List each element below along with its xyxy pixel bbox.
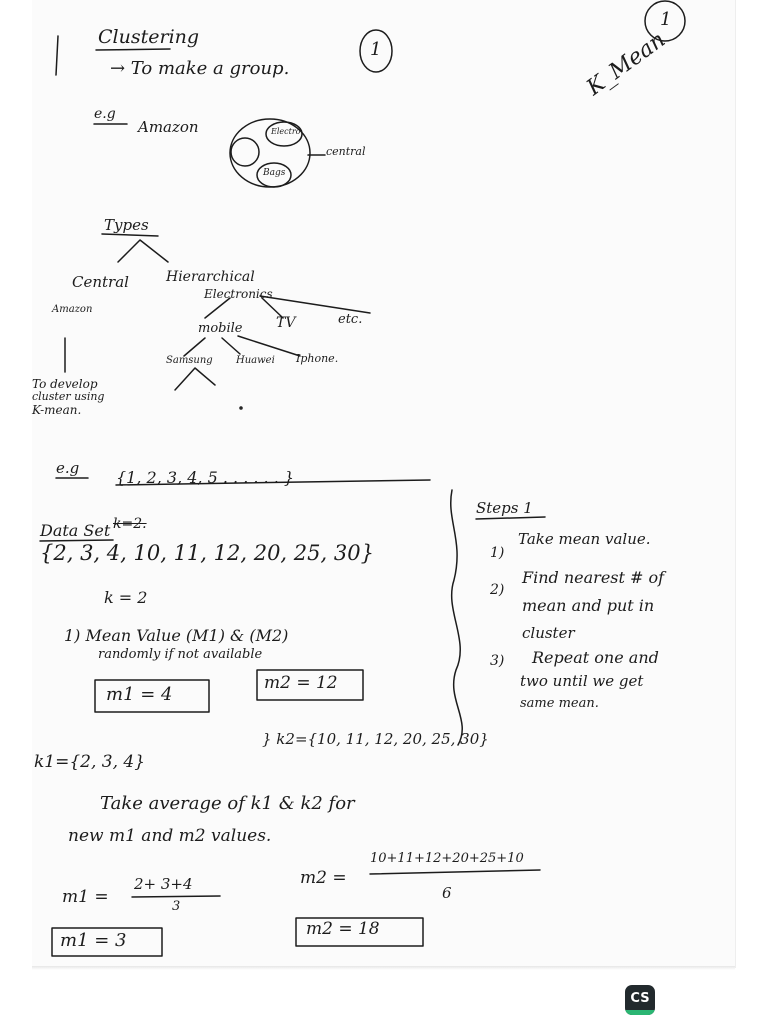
k-value: k = 2: [104, 588, 148, 607]
step3-num: 3): [490, 653, 505, 669]
dataset-k-struck: k=2.: [113, 516, 147, 532]
k2-set: } k2={10, 11, 12, 20, 25, 30}: [262, 730, 489, 748]
mean-step-note: randomly if not available: [98, 647, 263, 662]
m1-formula-numerator: 2+ 3+4: [134, 875, 193, 893]
dataset-values: {2, 3, 4, 10, 11, 12, 20, 25, 30}: [40, 541, 374, 565]
step2-line3: cluster: [522, 624, 575, 642]
mean-step: 1) Mean Value (M1) & (M2): [64, 626, 289, 645]
title-subtitle: → To make a group.: [110, 58, 290, 79]
sequence-text: {1, 2, 3, 4, 5 . . . . . . }: [116, 468, 295, 487]
cluster-label-bags: Bags: [263, 168, 286, 178]
m2-result: m2 = 18: [306, 919, 380, 939]
cluster-small-circle: [231, 138, 259, 166]
camscanner-badge: [625, 985, 655, 1015]
example-company: Amazon: [138, 118, 199, 136]
hierarchy-tv: TV: [276, 315, 296, 331]
m1-frac-bar: [132, 896, 220, 897]
title-underline: [96, 49, 170, 50]
m2-frac-bar: [370, 870, 540, 874]
hierarchy-etc: etc.: [338, 312, 363, 327]
step2-num: 2): [490, 582, 505, 598]
types-underline: [102, 234, 158, 236]
side-heading-kmean: K_Mean: [582, 27, 671, 101]
title-clustering: Clustering: [98, 26, 200, 48]
title-margin-bar: [56, 36, 58, 75]
m2-formula-denominator: 6: [442, 884, 452, 902]
example-label: e.g: [94, 106, 116, 122]
example2-label: e.g: [56, 459, 80, 477]
hierarchy-samsung: Samsung: [166, 355, 213, 366]
types-branch: [118, 240, 168, 262]
step1-line1: Take mean value.: [518, 530, 651, 548]
types-heading: Types: [104, 216, 149, 234]
step2-line2: mean and put in: [522, 596, 655, 615]
mobile-branch: [184, 336, 300, 356]
step2-line1: Find nearest # of: [522, 568, 665, 587]
page-number: 1: [660, 9, 672, 30]
hierarchy-huawei: Huawei: [236, 355, 275, 366]
m2-initial: m2 = 12: [264, 673, 338, 693]
average-line2: new m1 and m2 values.: [68, 826, 272, 846]
steps-heading: Steps 1: [476, 499, 533, 517]
steps-underline: [476, 517, 545, 519]
cluster-pointer-label: central: [326, 145, 366, 158]
hierarchy-mobile: mobile: [198, 321, 243, 336]
average-line1: Take average of k1 & k2 for: [100, 793, 355, 814]
hierarchy-iphone: Iphone.: [296, 352, 339, 365]
central-note-line1: To develop: [32, 377, 98, 391]
badge-label: CS: [630, 990, 650, 1006]
type-central: Central: [72, 273, 129, 291]
central-note-line2: cluster using: [32, 390, 105, 403]
cluster-label-electro: Electro: [271, 127, 301, 136]
central-example: Amazon: [52, 304, 93, 315]
step1-num: 1): [490, 545, 505, 561]
page-marker: 1: [370, 39, 382, 60]
step3-line3: same mean.: [520, 696, 599, 711]
dataset-label: Data Set: [40, 521, 111, 540]
hierarchy-root: Electronics: [204, 287, 273, 301]
stray-dot: [240, 407, 242, 409]
m1-formula-denominator: 3: [172, 899, 181, 914]
m1-result: m1 = 3: [60, 930, 127, 951]
samsung-branch: [175, 368, 215, 390]
step3-line1: Repeat one and: [532, 648, 659, 667]
m1-initial: m1 = 4: [106, 684, 173, 705]
k1-set: k1={2, 3, 4}: [34, 752, 146, 772]
m1-formula-lhs: m1 =: [62, 887, 109, 907]
steps-divider-brace: [451, 490, 462, 745]
m2-formula-lhs: m2 =: [300, 868, 347, 888]
type-hierarchical: Hierarchical: [166, 269, 255, 285]
step3-line2: two until we get: [520, 672, 644, 690]
m2-formula-numerator: 10+11+12+20+25+10: [370, 851, 524, 866]
badge-accent-stripe: [625, 1010, 655, 1015]
central-note-line3: K-mean.: [32, 403, 82, 417]
